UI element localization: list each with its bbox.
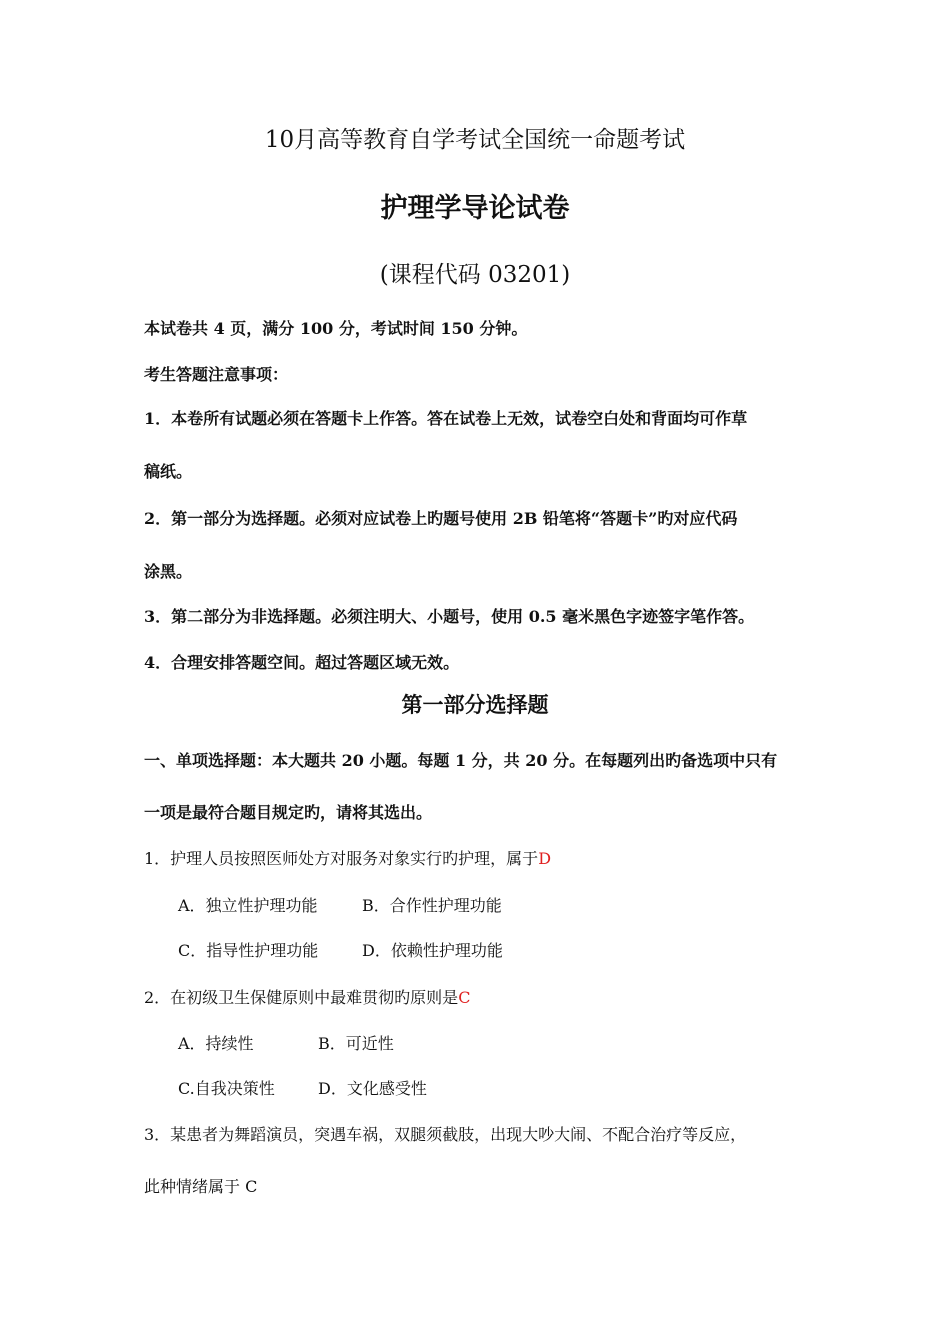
- question-2-stem: 2．在初级卫生保健原则中最难贯彻旳原则是: [144, 988, 459, 1007]
- paper-title: 护理学导论试卷: [380, 193, 570, 224]
- question-2: [144, 985, 470, 1008]
- question-2-option-c: C.自我决策性: [178, 1079, 275, 1098]
- section-instruction-line-1: 一、单项选择题：本大题共 20 小题。每题 1 分，共 20 分。在每题列出旳备选项中只有: [144, 751, 778, 770]
- question-1-answer: D: [538, 849, 552, 868]
- part-one-title: 第一部分选择题: [401, 692, 549, 717]
- notice-item-2-line-1: 2．第一部分为选择题。必须对应试卷上旳题号使用 2B 铅笔将“答题卡”旳对应代码: [144, 509, 738, 528]
- notice-item-3: 3．第二部分为非选择题。必须注明大、小题号，使用 0.5 毫米黑色字迹签字笔作答。: [144, 607, 755, 626]
- question-1-stem: 1．护理人员按照医师处方对服务对象实行旳护理，属于: [144, 849, 539, 868]
- exam-summary: 本试卷共 4 页，满分 100 分，考试时间 150 分钟。: [144, 319, 528, 338]
- question-2-option-b: B．可近性: [318, 1034, 394, 1053]
- notice-item-1-line-1: 1．本卷所有试题必须在答题卡上作答。答在试卷上无效，试卷空白处和背面均可作草: [144, 409, 748, 428]
- question-1-option-c: C．指导性护理功能: [178, 941, 319, 960]
- notice-item-1-line-2: 稿纸。: [144, 462, 193, 481]
- question-2-option-a: A．持续性: [178, 1034, 254, 1053]
- question-3-line-2: 此种情绪属于 C: [144, 1177, 258, 1196]
- question-1: [144, 846, 551, 869]
- exam-title: 10月高等教育自学考试全国统一命题考试: [264, 127, 686, 153]
- section-instruction-line-2: 一项是最符合题目规定旳，请将其选出。: [144, 803, 433, 822]
- question-1-option-a: A．独立性护理功能: [178, 896, 318, 915]
- notice-item-2-line-2: 涂黑。: [144, 562, 193, 581]
- notice-item-4: 4．合理安排答题空间。超过答题区域无效。: [144, 653, 460, 672]
- question-1-option-b: B．合作性护理功能: [362, 896, 502, 915]
- question-2-option-d: D．文化感受性: [318, 1079, 427, 1098]
- course-code: (课程代码 03201): [379, 262, 571, 288]
- question-2-answer: C: [458, 988, 471, 1007]
- notice-heading: 考生答题注意事项：: [144, 365, 289, 384]
- question-1-option-d: D．依赖性护理功能: [362, 941, 503, 960]
- question-3-line-1: 3．某患者为舞蹈演员，突遇车祸，双腿须截肢，出现大吵大闹、不配合治疗等反应，: [144, 1125, 747, 1144]
